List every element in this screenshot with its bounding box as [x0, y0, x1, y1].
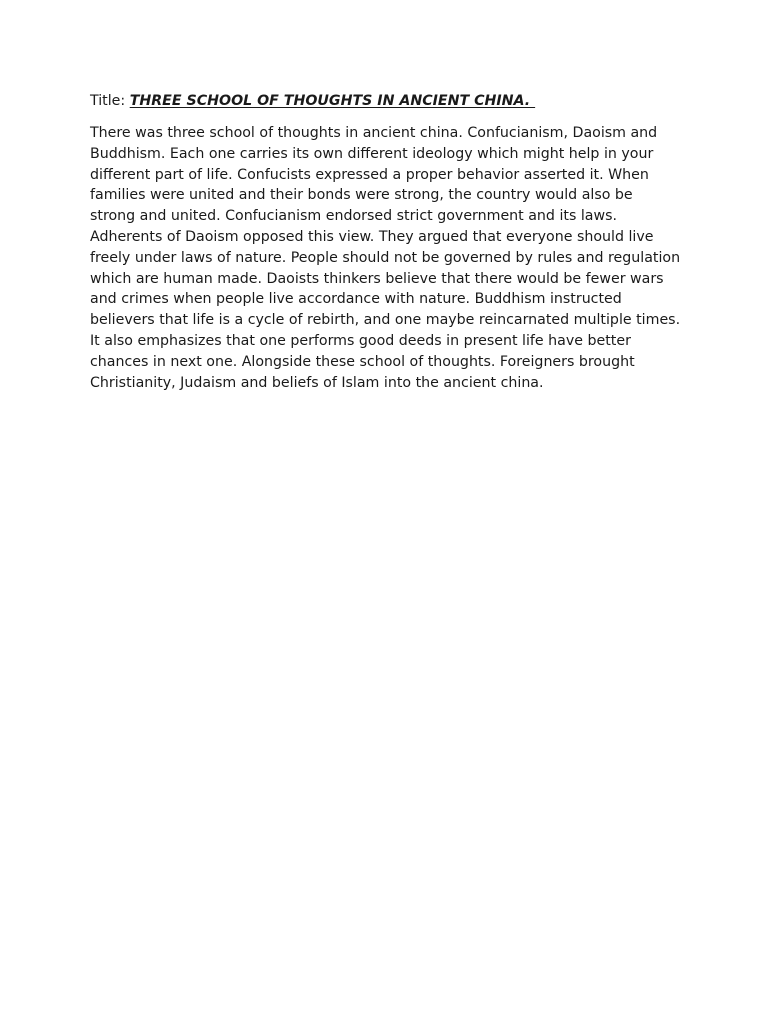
body-paragraph: There was three school of thoughts in ancient china. Confucianism, Daoism and Buddhism. Each one carries its own different ideology which might help in your different part of life. Confucists expressed a proper behavior asserted it. When families were united and their bonds were strong, the country would also be strong and united. Confucianism endorsed strict government and its laws. Adherents of Daoism opposed this view. They argued that everyone should live freely under laws of nature. People should not be governed by rules and regulation which are human made. Daoists thinkers believe that there would be fewer wars and crimes when people live accordance with nature. Buddhism instructed believers that life is a cycle of rebirth, and one maybe reincarnated multiple times. It also emphasizes that one performs good deeds in present life have better chances in next one. Alongside these school of thoughts. Foreigners brought Christianity, Judaism and beliefs of Islam into the ancient china.	[90, 125, 681, 391]
title-line	[90, 91, 682, 112]
document-title: THREE SCHOOL OF THOUGHTS IN ANCIENT CHINA.	[129, 93, 536, 109]
title-label: Title:	[90, 93, 130, 109]
document-content	[90, 91, 682, 393]
